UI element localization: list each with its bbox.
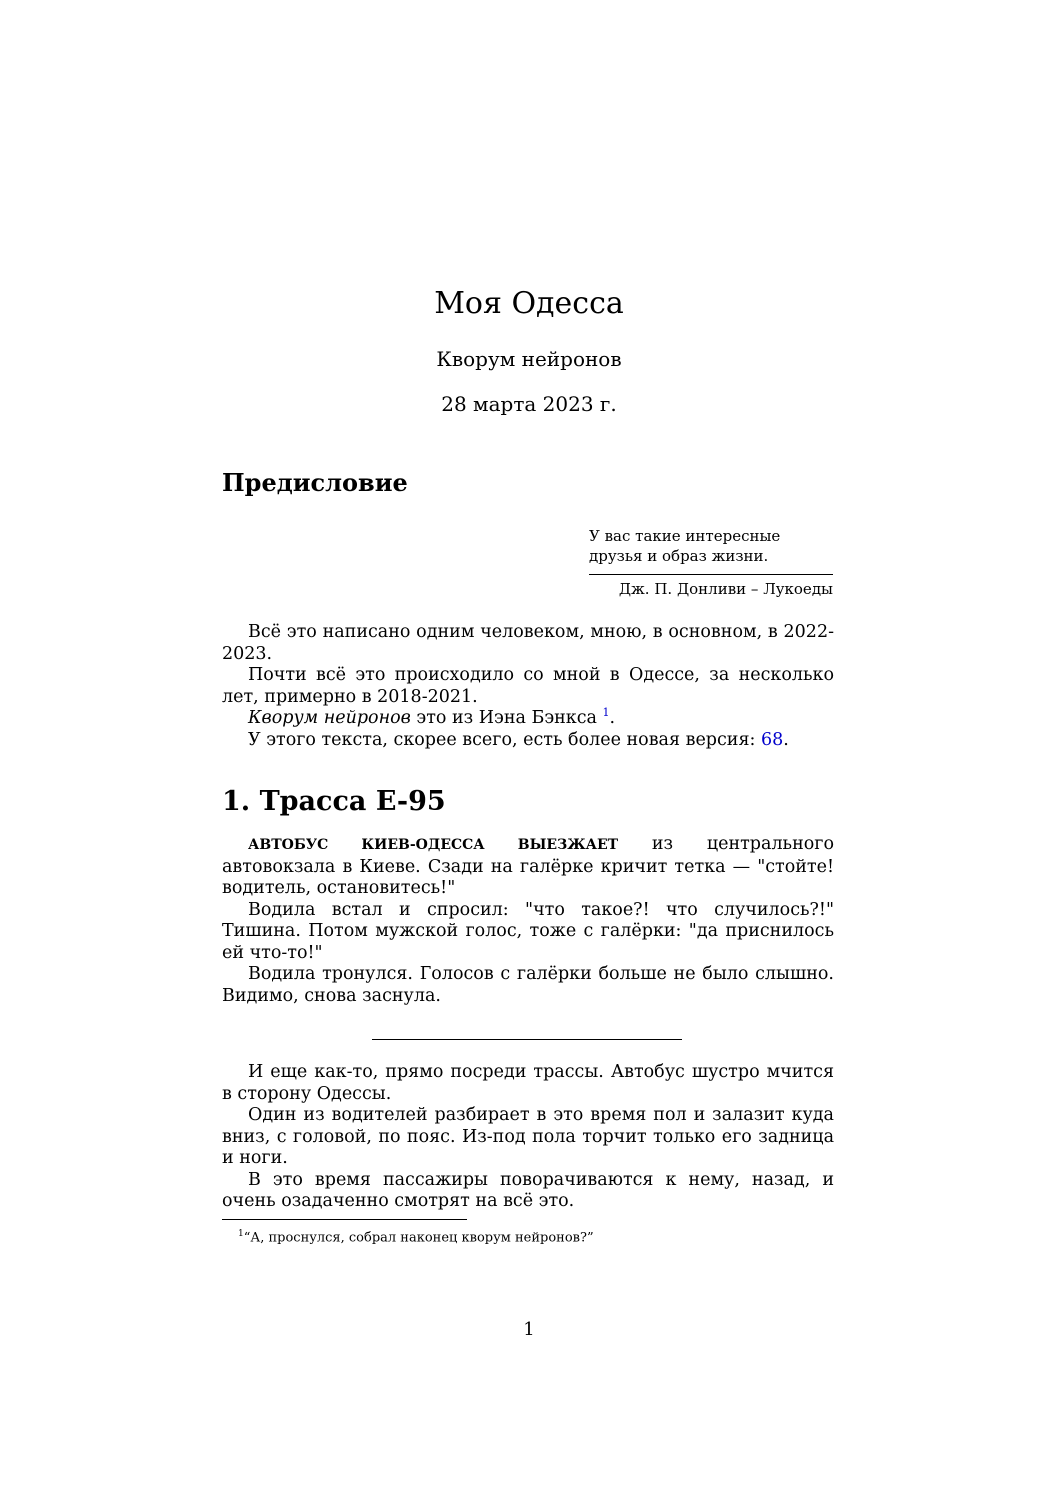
paragraph	[222, 834, 834, 900]
section-separator	[372, 1039, 682, 1040]
paragraph-text: У этого текста, скорее всего, есть более новая версия:	[248, 729, 761, 750]
paragraph: И еще как-то, прямо посреди трассы. Автобус шустро мчится в сторону Одессы.	[222, 1062, 834, 1104]
paragraph-text: .	[609, 708, 616, 728]
document-author: Кворум нейронов	[436, 347, 622, 371]
paragraph-text: это из Иэна Бэнкса	[410, 708, 603, 728]
version-page-link[interactable]: 68	[760, 729, 784, 750]
paragraph: В это время пассажиры поворачиваются к нему, назад, и очень озадаченно смотрят на всё это.	[222, 1169, 834, 1211]
paragraph: Всё это написано одним человеком, мною, в основном, в 2022-2023.	[222, 622, 834, 664]
paragraph: Почти всё это происходило со мной в Одессе, за несколько лет, примерно в 2018-2021.	[222, 665, 834, 707]
paragraph	[222, 730, 834, 752]
chapter-heading: 1. Трасса E-95	[222, 786, 446, 817]
paragraph	[222, 708, 834, 730]
chapter-body-continued	[222, 1062, 834, 1213]
epigraph	[589, 526, 833, 566]
lead-in-text: АВТОБУС КИЕВ-ОДЕССА ВЫЕЗЖАЕТ	[248, 837, 619, 853]
document-title: Моя Одесса	[434, 286, 624, 321]
preface-heading: Предисловие	[222, 468, 408, 497]
footnote-reference-link[interactable]: 1	[602, 706, 610, 720]
epigraph-rule	[589, 574, 833, 575]
preface-body	[222, 622, 834, 751]
paragraph-text: из центрального автовокзала в Киеве. Сзади на галёрке кричит тетка — "стойте! водитель, остановитесь!"	[222, 834, 834, 898]
footnote-marker: 1	[238, 1229, 244, 1239]
footnote	[238, 1225, 594, 1247]
chapter-body	[222, 834, 834, 1007]
paragraph: Водила встал и спросил: "что такое?! что случилось?!" Тишина. Потом мужской голос, тоже с галёрки: "да приснилось ей что-то!"	[222, 899, 834, 963]
page-number: 1	[523, 1319, 535, 1340]
italic-text: Кворум нейронов	[248, 708, 411, 728]
footnote-rule	[222, 1219, 467, 1220]
epigraph-line: У вас такие интересные	[589, 527, 781, 545]
paragraph: Один из водителей разбирает в это время пол и залазит куда вниз, с головой, по пояс. Из-под пола торчит только его задница и ноги.	[222, 1105, 834, 1168]
epigraph-line: друзья и образ жизни.	[589, 547, 769, 565]
footnote-text: “А, проснулся, собрал наконец кворум нейронов?”	[243, 1230, 594, 1246]
paragraph: Водила тронулся. Голосов с галёрки больше не было слышно. Видимо, снова заснула.	[222, 964, 834, 1006]
epigraph-source: Дж. П. Донливи – Лукоеды	[618, 580, 833, 598]
document-date: 28 марта 2023 г.	[441, 392, 617, 416]
paragraph-text: .	[783, 729, 789, 750]
